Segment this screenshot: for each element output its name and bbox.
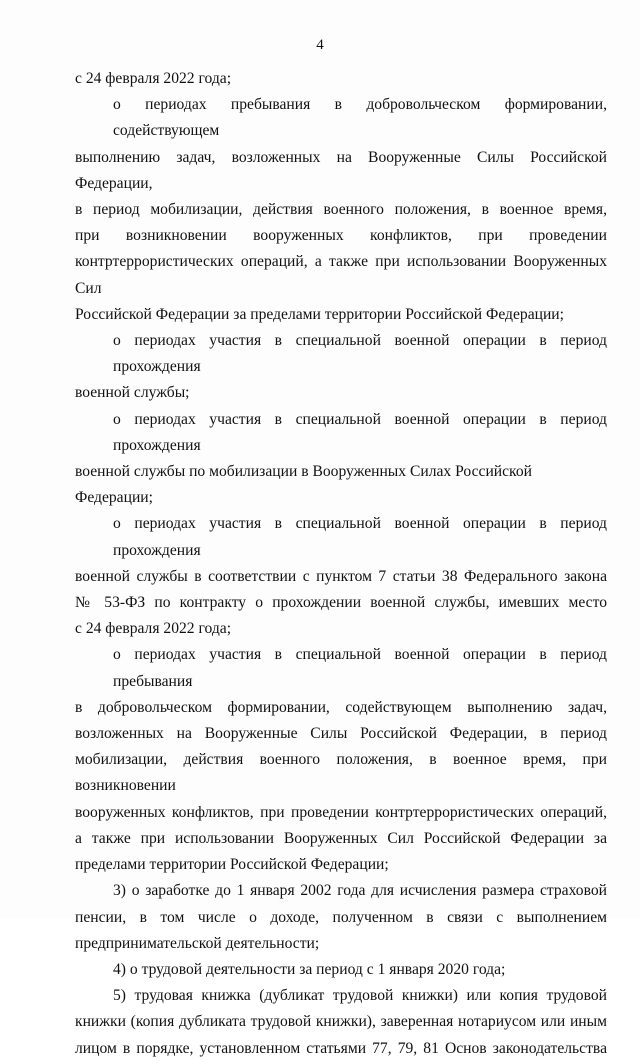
document-body	[75, 66, 607, 1062]
text-line: 5) трудовая книжка (дубликат трудовой книжки) или копия трудовой	[113, 987, 607, 1005]
text-line: книжки (копия дубликата трудовой книжки), заверенная нотариусом или иным	[75, 1013, 607, 1031]
text-line: в добровольческом формировании, содействующем выполнению задач,	[75, 698, 607, 716]
text-line: Российской Федерации за пределами территории Российской Федерации;	[75, 305, 564, 323]
text-line: о периодах участия в специальной военной операции в период пребывания	[113, 646, 607, 690]
text-line: предпринимательской деятельности;	[75, 934, 320, 952]
text-line: пределами территории Российской Федерации;	[75, 856, 389, 874]
text-line: 3) о заработке до 1 января 2002 года для исчисления размера страховой	[113, 882, 607, 900]
text-line: о периодах участия в специальной военной операции в период прохождения	[113, 515, 607, 559]
text-line: мобилизации, действия военного положения, в военное время, при возникновении	[75, 751, 607, 795]
text-line: возложенных на Вооруженные Силы Российской Федерации, в период	[75, 725, 607, 743]
text-line: с 24 февраля 2022 года;	[75, 70, 232, 87]
text-line: о периодах участия в специальной военной операции в период прохождения	[113, 410, 607, 454]
text-line: при возникновении вооруженных конфликтов, при проведении	[75, 227, 607, 245]
text-line: военной службы;	[75, 384, 190, 402]
text-line: военной службы в соответствии с пунктом 7 статьи 38 Федерального закона	[75, 567, 607, 585]
text-line: № 53-ФЗ по контракту о прохождении военной службы, имевших место	[75, 594, 607, 612]
text-line: контртеррористических операций, а также при использовании Вооруженных Сил	[75, 253, 607, 297]
text-line: о периодах пребывания в добровольческом формировании, содействующем	[113, 96, 607, 140]
text-line: о периодах участия в специальной военной операции в период прохождения	[113, 332, 607, 376]
text-line: вооруженных конфликтов, при проведении контртеррористических операций,	[75, 803, 607, 821]
text-line: 4) о трудовой деятельности за период с 1 января 2020 года;	[113, 960, 506, 978]
text-line: в период мобилизации, действия военного положения, в военное время,	[75, 201, 607, 219]
text-line: выполнению задач, возложенных на Вооруженные Силы Российской Федерации,	[75, 148, 607, 192]
text-line: лицом в порядке, установленном статьями 77, 79, 81 Основ законодательства	[75, 1039, 607, 1057]
text-line: пенсии, в том числе о доходе, полученном в связи с выполнением	[75, 908, 607, 926]
page-number: 4	[316, 37, 324, 53]
text-line: а также при использовании Вооруженных Сил Российской Федерации за	[75, 829, 607, 847]
text-line: военной службы по мобилизации в Вооруженных Силах Российской Федерации;	[75, 463, 532, 507]
text-line: с 24 февраля 2022 года;	[75, 620, 232, 638]
